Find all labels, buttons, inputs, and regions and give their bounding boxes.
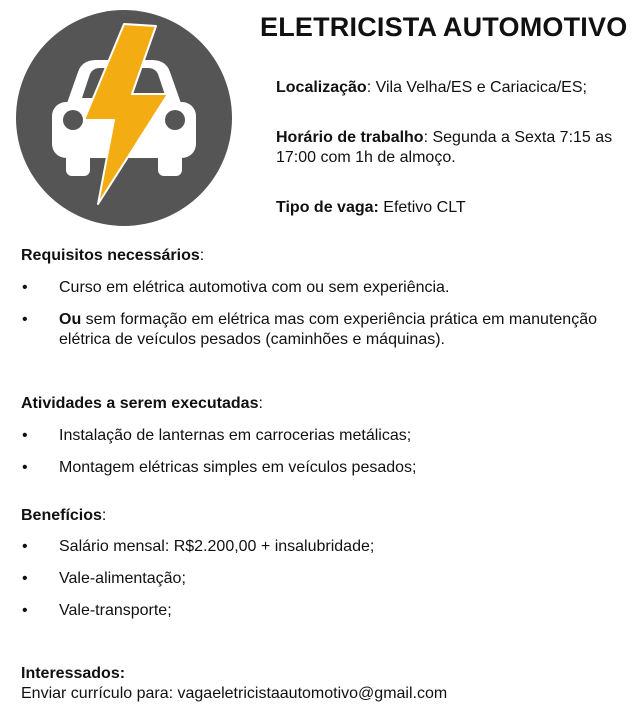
list-item: • Montagem elétricas simples em veículos pesados; (22, 459, 417, 476)
bullet-icon: • (22, 602, 28, 619)
page-title: ELETRICISTA AUTOMOTIVO (260, 12, 628, 42)
list-item: • Instalação de lanternas em carrocerias metálicas; (22, 427, 412, 444)
list-item: • Salário mensal: R$2.200,00 + insalubridade; (22, 538, 375, 555)
location-value: : Vila Velha/ES e Cariacica/ES; (366, 79, 587, 96)
requirements-heading: Requisitos necessários: (21, 247, 205, 264)
contact-email-text: Enviar currículo para: vagaeletricistaautomotivo@gmail.com (21, 685, 448, 702)
bullet-icon: • (22, 279, 28, 296)
hours-label: Horário de trabalho (276, 129, 424, 146)
bullet-icon: • (22, 570, 28, 587)
contact-heading: Interessados: (21, 665, 126, 682)
list-item: • Ou sem formação em elétrica mas com experiência prática em manutenção elétrica de veículos pesados (caminhões e máquinas). (22, 311, 597, 348)
benefits-list (0, 537, 644, 633)
list-item: • Vale-alimentação; (22, 570, 186, 587)
requirements-list (0, 278, 644, 362)
activities-heading: Atividades a serem executadas: (21, 395, 263, 412)
bullet-icon: • (22, 427, 28, 444)
hours-value: : Segunda a Sexta 7:15 as 17:00 com 1h de almoço. (276, 129, 613, 166)
bullet-icon: • (22, 311, 28, 328)
list-item: • Curso em elétrica automotiva com ou sem experiência. (22, 279, 450, 296)
benefits-heading: Benefícios: (21, 507, 107, 524)
hours-line (276, 128, 636, 168)
activities-list (0, 426, 644, 490)
list-item: • Vale-transporte; (22, 602, 172, 619)
contact-block (21, 664, 447, 704)
job-type-line (276, 198, 636, 218)
car-with-lightning-bolt-icon (16, 10, 232, 226)
job-type-label: Tipo de vaga: (276, 199, 379, 216)
bullet-icon: • (22, 459, 28, 476)
bullet-icon: • (22, 538, 28, 555)
location-line (276, 78, 636, 98)
job-type-value: Efetivo CLT (378, 199, 466, 216)
location-label: Localização (276, 79, 367, 96)
